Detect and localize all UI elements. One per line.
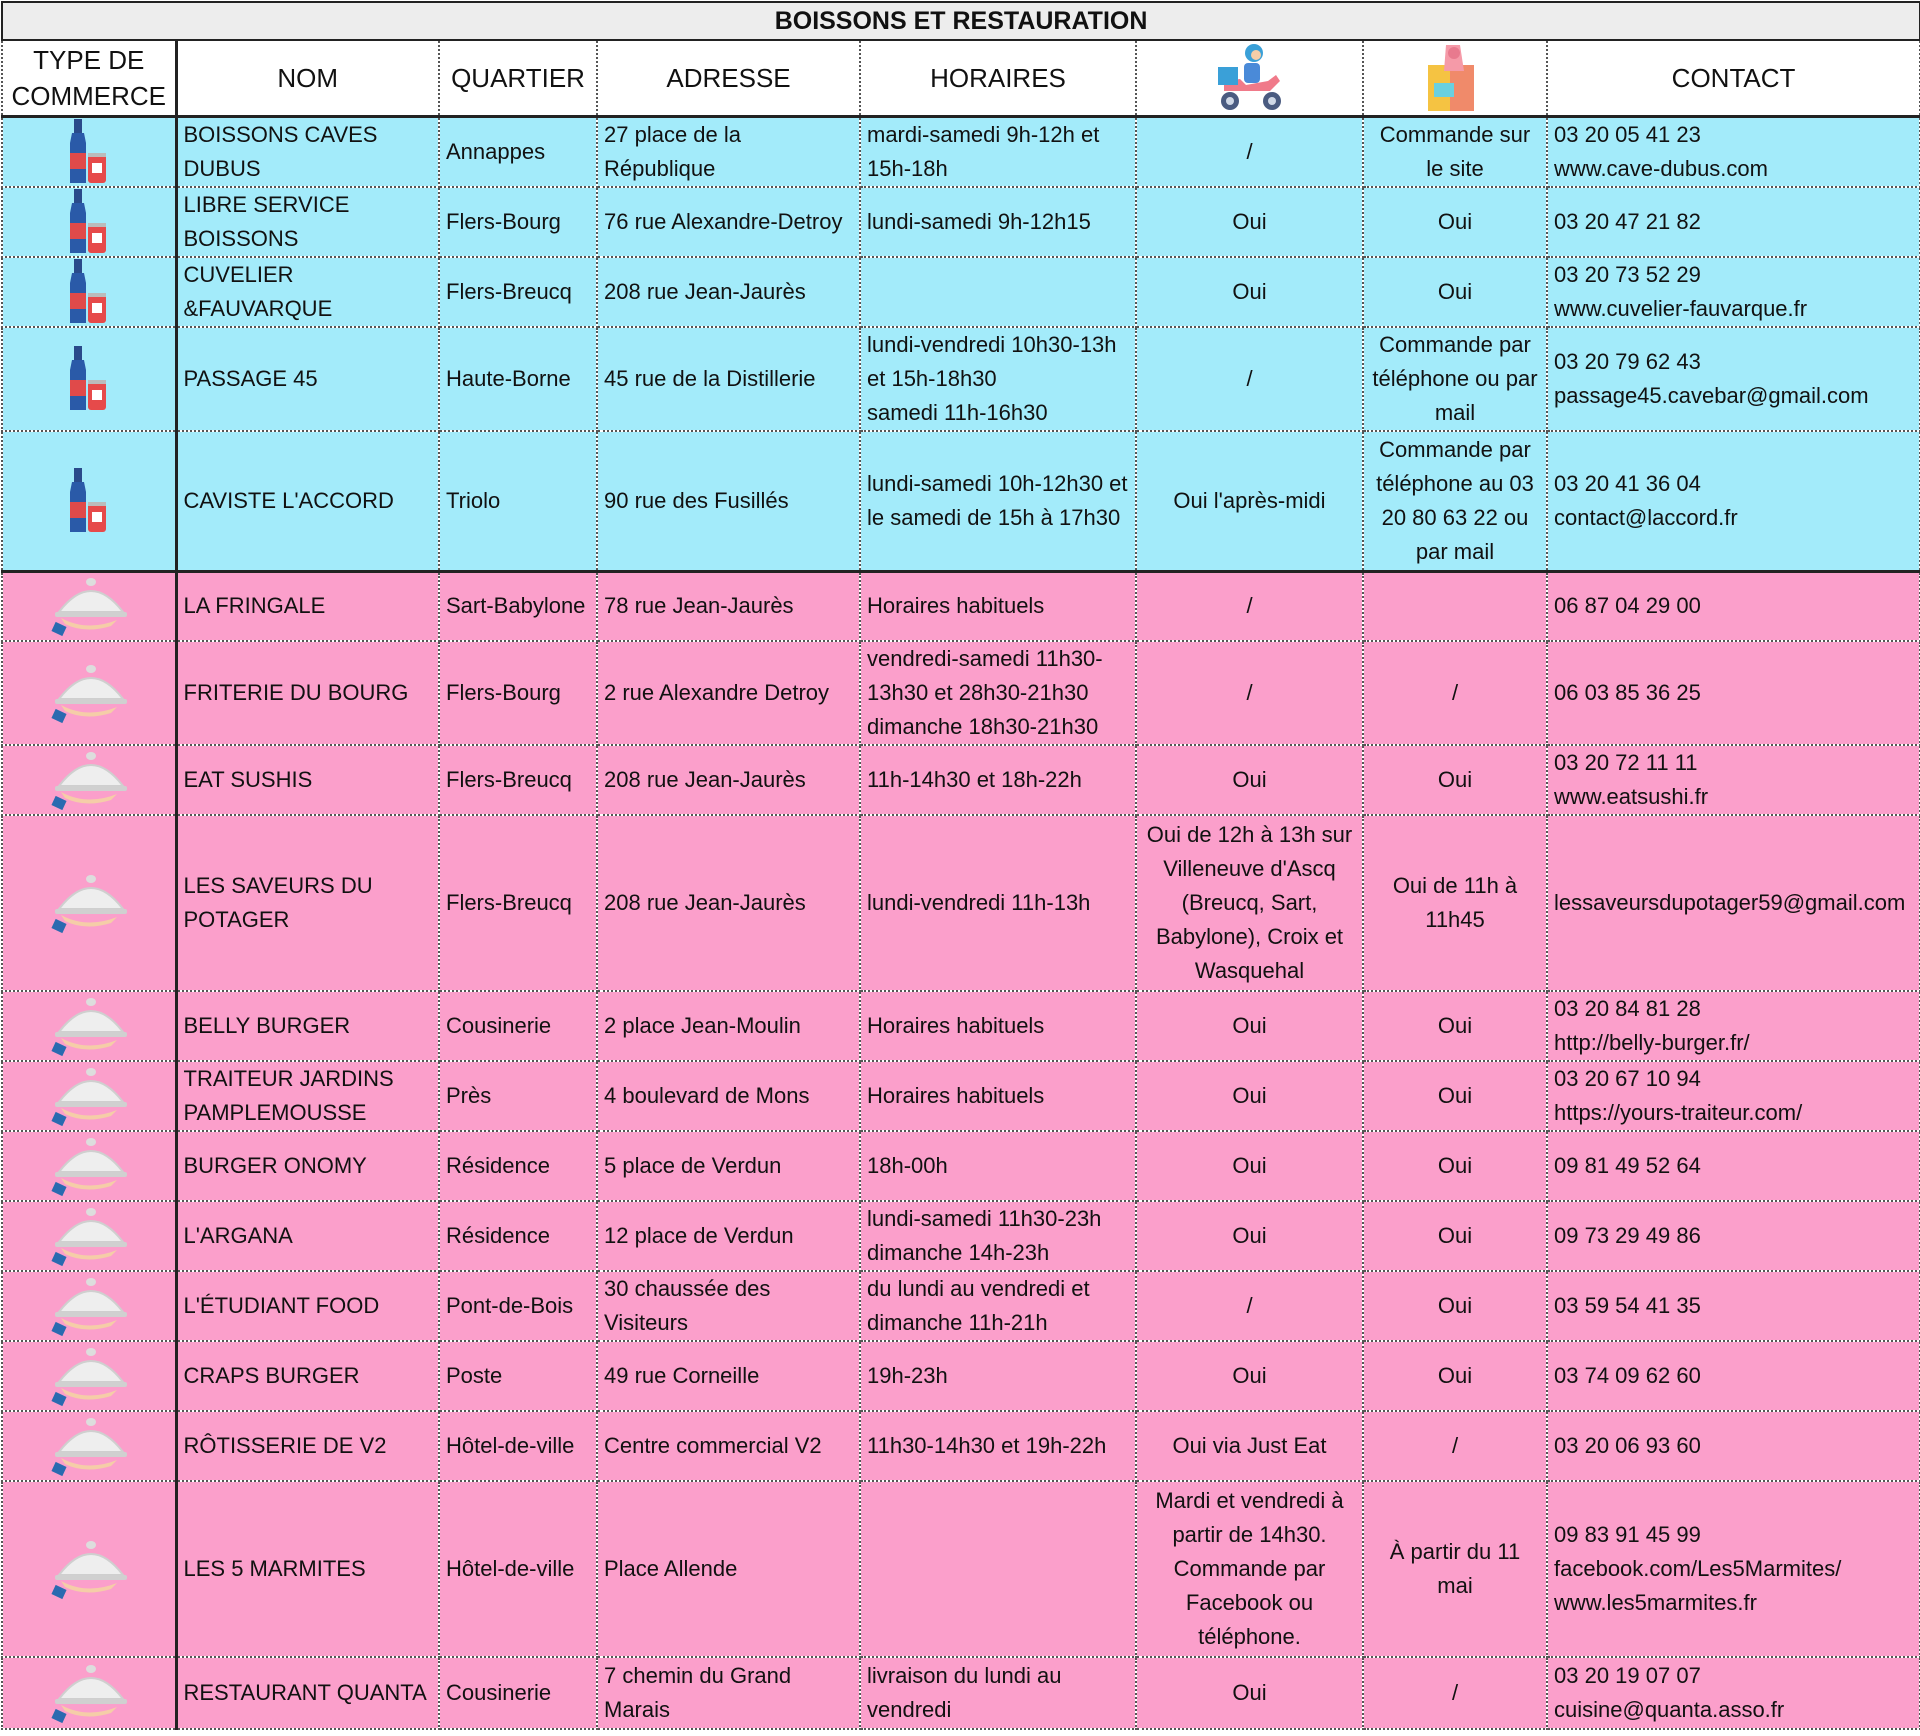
header-horaires: HORAIRES: [860, 40, 1136, 117]
commerce-type-cell: [2, 1061, 176, 1131]
contact-cell: 03 20 72 11 11 www.eatsushi.fr: [1547, 745, 1920, 815]
table-row: [2, 327, 1920, 431]
header-contact: CONTACT: [1547, 40, 1920, 117]
emporter-cell: À partir du 11 mai: [1363, 1481, 1547, 1657]
horaires-cell: 19h-23h: [860, 1341, 1136, 1411]
adresse-cell: 45 rue de la Distillerie: [597, 327, 860, 431]
emporter-cell: /: [1363, 1411, 1547, 1481]
nom-cell: BELLY BURGER: [176, 991, 439, 1061]
nom-cell: BURGER ONOMY: [176, 1131, 439, 1201]
emporter-cell: Oui: [1363, 187, 1547, 257]
commerce-type-cell: [2, 327, 176, 431]
nom-cell: LES 5 MARMITES: [176, 1481, 439, 1657]
quartier-cell: Flers-Breucq: [439, 745, 597, 815]
table-row: [2, 991, 1920, 1061]
serving-cloche-icon: [47, 1661, 131, 1725]
serving-cloche-icon: [47, 1414, 131, 1478]
delivery-scooter-icon: [1210, 41, 1290, 115]
nom-cell: BOISSONS CAVES DUBUS: [176, 117, 439, 188]
adresse-cell: 4 boulevard de Mons: [597, 1061, 860, 1131]
header-nom: NOM: [176, 40, 439, 117]
commerce-type-cell: [2, 187, 176, 257]
commerce-type-cell: [2, 1481, 176, 1657]
adresse-cell: 78 rue Jean-Jaurès: [597, 571, 860, 641]
adresse-cell: 90 rue des Fusillés: [597, 431, 860, 571]
emporter-cell: Commande par téléphone au 03 20 80 63 22 ou par mail: [1363, 431, 1547, 571]
emporter-cell: [1363, 571, 1547, 641]
emporter-cell: Oui de 11h à 11h45: [1363, 815, 1547, 991]
livraison-cell: Oui: [1136, 187, 1363, 257]
emporter-cell: Oui: [1363, 991, 1547, 1061]
horaires-cell: Horaires habituels: [860, 991, 1136, 1061]
table-row: [2, 1341, 1920, 1411]
nom-cell: LES SAVEURS DU POTAGER: [176, 815, 439, 991]
horaires-cell: lundi-samedi 10h-12h30 et le samedi de 15h à 17h30: [860, 431, 1136, 571]
emporter-cell: Oui: [1363, 1271, 1547, 1341]
adresse-cell: 7 chemin du Grand Marais: [597, 1657, 860, 1729]
livraison-cell: /: [1136, 571, 1363, 641]
contact-cell: 03 20 05 41 23 www.cave-dubus.com: [1547, 117, 1920, 188]
quartier-cell: Pont-de-Bois: [439, 1271, 597, 1341]
livraison-cell: /: [1136, 1271, 1363, 1341]
nom-cell: EAT SUSHIS: [176, 745, 439, 815]
contact-cell: 09 81 49 52 64: [1547, 1131, 1920, 1201]
contact-cell: 09 83 91 45 99 facebook.com/Les5Marmites/ www.les5marmites.fr: [1547, 1481, 1920, 1657]
adresse-cell: 30 chaussée des Visiteurs: [597, 1271, 860, 1341]
quartier-cell: Sart-Babylone: [439, 571, 597, 641]
quartier-cell: Poste: [439, 1341, 597, 1411]
horaires-cell: 11h30-14h30 et 19h-22h: [860, 1411, 1136, 1481]
emporter-cell: /: [1363, 641, 1547, 745]
livraison-cell: /: [1136, 641, 1363, 745]
contact-cell: 03 20 19 07 07 cuisine@quanta.asso.fr: [1547, 1657, 1920, 1729]
contact-cell: 03 20 41 36 04 contact@laccord.fr: [1547, 431, 1920, 571]
contact-cell: 03 20 73 52 29 www.cuvelier-fauvarque.fr: [1547, 257, 1920, 327]
nom-cell: L'ÉTUDIANT FOOD: [176, 1271, 439, 1341]
table-row: [2, 117, 1920, 188]
table-row: [2, 1201, 1920, 1271]
livraison-cell: Oui: [1136, 257, 1363, 327]
adresse-cell: 76 rue Alexandre-Detroy: [597, 187, 860, 257]
table-row: [2, 1271, 1920, 1341]
serving-cloche-icon: [47, 748, 131, 812]
serving-cloche-icon: [47, 1274, 131, 1338]
horaires-cell: 18h-00h: [860, 1131, 1136, 1201]
adresse-cell: Centre commercial V2: [597, 1411, 860, 1481]
serving-cloche-icon: [47, 871, 131, 935]
livraison-cell: /: [1136, 117, 1363, 188]
emporter-cell: Oui: [1363, 1131, 1547, 1201]
quartier-cell: Cousinerie: [439, 1657, 597, 1729]
quartier-cell: Haute-Borne: [439, 327, 597, 431]
contact-cell: 03 20 06 93 60: [1547, 1411, 1920, 1481]
serving-cloche-icon: [47, 574, 131, 638]
emporter-cell: Oui: [1363, 745, 1547, 815]
table-row: [2, 1061, 1920, 1131]
header-quartier: QUARTIER: [439, 40, 597, 117]
livraison-cell: Oui: [1136, 1201, 1363, 1271]
bottle-can-icon: [64, 346, 114, 412]
adresse-cell: 5 place de Verdun: [597, 1131, 860, 1201]
quartier-cell: Flers-Breucq: [439, 815, 597, 991]
serving-cloche-icon: [47, 1204, 131, 1268]
header-emporter: [1363, 40, 1547, 117]
contact-cell: 03 59 54 41 35: [1547, 1271, 1920, 1341]
livraison-cell: Oui: [1136, 991, 1363, 1061]
emporter-cell: Oui: [1363, 1341, 1547, 1411]
quartier-cell: Résidence: [439, 1201, 597, 1271]
horaires-cell: lundi-samedi 11h30-23h dimanche 14h-23h: [860, 1201, 1136, 1271]
table-row: [2, 815, 1920, 991]
emporter-cell: Oui: [1363, 1061, 1547, 1131]
livraison-cell: Oui: [1136, 745, 1363, 815]
commerce-type-cell: [2, 257, 176, 327]
nom-cell: CUVELIER &FAUVARQUE: [176, 257, 439, 327]
emporter-cell: Commande par téléphone ou par mail: [1363, 327, 1547, 431]
header-row: [2, 40, 1920, 117]
horaires-cell: vendredi-samedi 11h30-13h30 et 28h30-21h30 dimanche 18h30-21h30: [860, 641, 1136, 745]
serving-cloche-icon: [47, 1537, 131, 1601]
quartier-cell: Cousinerie: [439, 991, 597, 1061]
commerce-type-cell: [2, 991, 176, 1061]
horaires-cell: Horaires habituels: [860, 571, 1136, 641]
serving-cloche-icon: [47, 1134, 131, 1198]
bottle-can-icon: [64, 468, 114, 534]
quartier-cell: Hôtel-de-ville: [439, 1411, 597, 1481]
commerce-type-cell: [2, 1131, 176, 1201]
adresse-cell: 12 place de Verdun: [597, 1201, 860, 1271]
takeaway-bag-icon: [1420, 41, 1490, 115]
emporter-cell: Oui: [1363, 1201, 1547, 1271]
nom-cell: CAVISTE L'ACCORD: [176, 431, 439, 571]
table-body: [2, 117, 1920, 1730]
adresse-cell: 208 rue Jean-Jaurès: [597, 815, 860, 991]
commerce-type-cell: [2, 745, 176, 815]
emporter-cell: Oui: [1363, 257, 1547, 327]
serving-cloche-icon: [47, 661, 131, 725]
quartier-cell: Annappes: [439, 117, 597, 188]
livraison-cell: Oui via Just Eat: [1136, 1411, 1363, 1481]
commerce-type-cell: [2, 1341, 176, 1411]
serving-cloche-icon: [47, 994, 131, 1058]
quartier-cell: Triolo: [439, 431, 597, 571]
commerce-table: [1, 1, 1920, 1730]
livraison-cell: /: [1136, 327, 1363, 431]
horaires-cell: lundi-vendredi 11h-13h: [860, 815, 1136, 991]
contact-cell: 03 20 67 10 94 https://yours-traiteur.com/: [1547, 1061, 1920, 1131]
contact-cell: 03 20 47 21 82: [1547, 187, 1920, 257]
table-row: [2, 431, 1920, 571]
adresse-cell: 208 rue Jean-Jaurès: [597, 257, 860, 327]
adresse-cell: 2 rue Alexandre Detroy: [597, 641, 860, 745]
quartier-cell: Flers-Bourg: [439, 187, 597, 257]
adresse-cell: 49 rue Corneille: [597, 1341, 860, 1411]
commerce-type-cell: [2, 431, 176, 571]
adresse-cell: Place Allende: [597, 1481, 860, 1657]
table-title: BOISSONS ET RESTAURATION: [2, 2, 1920, 40]
horaires-cell: 11h-14h30 et 18h-22h: [860, 745, 1136, 815]
nom-cell: PASSAGE 45: [176, 327, 439, 431]
nom-cell: FRITERIE DU BOURG: [176, 641, 439, 745]
adresse-cell: 2 place Jean-Moulin: [597, 991, 860, 1061]
table-row: [2, 1131, 1920, 1201]
horaires-cell: du lundi au vendredi et dimanche 11h-21h: [860, 1271, 1136, 1341]
contact-cell: 03 74 09 62 60: [1547, 1341, 1920, 1411]
table-row: [2, 641, 1920, 745]
table-row: [2, 257, 1920, 327]
adresse-cell: 27 place de la République: [597, 117, 860, 188]
table-row: [2, 571, 1920, 641]
nom-cell: L'ARGANA: [176, 1201, 439, 1271]
livraison-cell: Oui: [1136, 1341, 1363, 1411]
nom-cell: LA FRINGALE: [176, 571, 439, 641]
livraison-cell: Oui de 12h à 13h sur Villeneuve d'Ascq (Breucq, Sart, Babylone), Croix et Wasquehal: [1136, 815, 1363, 991]
nom-cell: RESTAURANT QUANTA: [176, 1657, 439, 1729]
livraison-cell: Mardi et vendredi à partir de 14h30. Commande par Facebook ou téléphone.: [1136, 1481, 1363, 1657]
nom-cell: TRAITEUR JARDINS PAMPLEMOUSSE: [176, 1061, 439, 1131]
table-row: [2, 187, 1920, 257]
commerce-type-cell: [2, 1201, 176, 1271]
table-row: [2, 1411, 1920, 1481]
horaires-cell: Horaires habituels: [860, 1061, 1136, 1131]
commerce-type-cell: [2, 641, 176, 745]
contact-cell: 09 73 29 49 86: [1547, 1201, 1920, 1271]
quartier-cell: Flers-Breucq: [439, 257, 597, 327]
horaires-cell: mardi-samedi 9h-12h et 15h-18h: [860, 117, 1136, 188]
bottle-can-icon: [64, 259, 114, 325]
emporter-cell: /: [1363, 1657, 1547, 1729]
commerce-type-cell: [2, 1411, 176, 1481]
livraison-cell: Oui: [1136, 1061, 1363, 1131]
emporter-cell: Commande sur le site: [1363, 117, 1547, 188]
horaires-cell: [860, 257, 1136, 327]
header-adresse: ADRESSE: [597, 40, 860, 117]
quartier-cell: Près: [439, 1061, 597, 1131]
nom-cell: LIBRE SERVICE BOISSONS: [176, 187, 439, 257]
livraison-cell: Oui: [1136, 1131, 1363, 1201]
commerce-type-cell: [2, 571, 176, 641]
nom-cell: CRAPS BURGER: [176, 1341, 439, 1411]
table-row: [2, 1657, 1920, 1729]
header-livraison: [1136, 40, 1363, 117]
livraison-cell: Oui: [1136, 1657, 1363, 1729]
table-row: [2, 1481, 1920, 1657]
contact-cell: 03 20 79 62 43 passage45.cavebar@gmail.com: [1547, 327, 1920, 431]
commerce-type-cell: [2, 1271, 176, 1341]
serving-cloche-icon: [47, 1344, 131, 1408]
contact-cell: 03 20 84 81 28 http://belly-burger.fr/: [1547, 991, 1920, 1061]
quartier-cell: Flers-Bourg: [439, 641, 597, 745]
header-type: TYPE DE COMMERCE: [2, 40, 176, 117]
serving-cloche-icon: [47, 1064, 131, 1128]
horaires-cell: [860, 1481, 1136, 1657]
commerce-type-cell: [2, 117, 176, 188]
quartier-cell: Résidence: [439, 1131, 597, 1201]
horaires-cell: lundi-vendredi 10h30-13h et 15h-18h30 samedi 11h-16h30: [860, 327, 1136, 431]
horaires-cell: livraison du lundi au vendredi: [860, 1657, 1136, 1729]
adresse-cell: 208 rue Jean-Jaurès: [597, 745, 860, 815]
bottle-can-icon: [64, 119, 114, 185]
table-row: [2, 745, 1920, 815]
horaires-cell: lundi-samedi 9h-12h15: [860, 187, 1136, 257]
quartier-cell: Hôtel-de-ville: [439, 1481, 597, 1657]
commerce-type-cell: [2, 1657, 176, 1729]
bottle-can-icon: [64, 189, 114, 255]
nom-cell: RÔTISSERIE DE V2: [176, 1411, 439, 1481]
livraison-cell: Oui l'après-midi: [1136, 431, 1363, 571]
commerce-type-cell: [2, 815, 176, 991]
contact-cell: lessaveursdupotager59@gmail.com: [1547, 815, 1920, 991]
contact-cell: 06 03 85 36 25: [1547, 641, 1920, 745]
contact-cell: 06 87 04 29 00: [1547, 571, 1920, 641]
